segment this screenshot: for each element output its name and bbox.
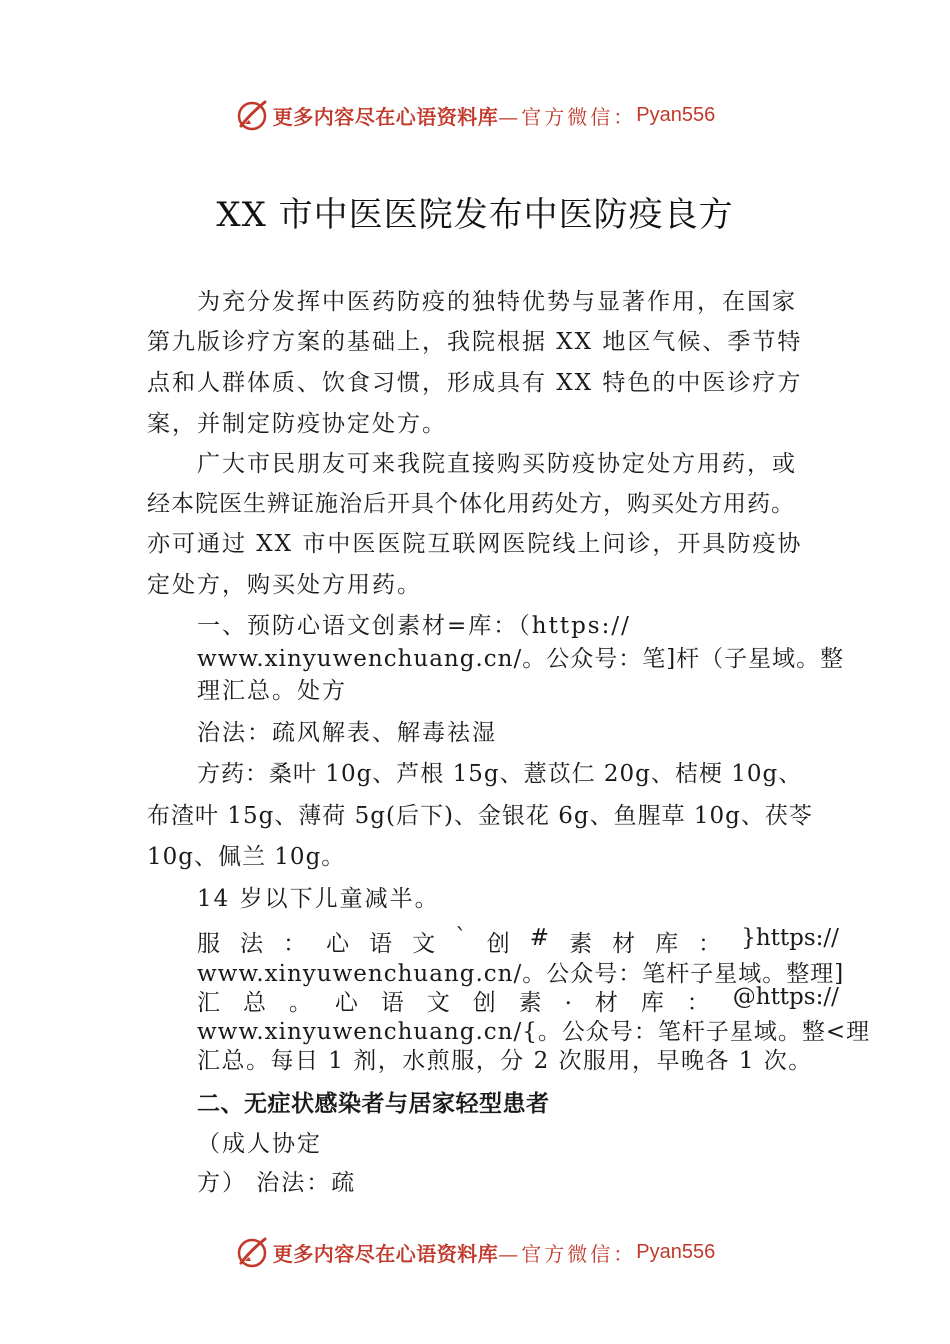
banner-text-id: Pyan556	[636, 1240, 716, 1263]
paragraph-line: 定处方，购买处方用药。	[147, 572, 422, 598]
paragraph-line: （成人协定	[197, 1131, 322, 1157]
section-heading-prevention: 一、预防心语文创素材=库：（https://	[197, 613, 631, 639]
banner-text-id: Pyan556	[636, 103, 716, 126]
usage-line-justified: 汇 总 。 心 语 文 创 素 . 材 库 ： @https://	[197, 984, 839, 1016]
paragraph-line: 案，并制定防疫协定处方。	[147, 411, 447, 437]
header-watermark	[0, 95, 950, 135]
page-title: XX 市中医医院发布中医防疫良方	[216, 195, 734, 235]
prescription-line: 布渣叶 15g、薄荷 5g(后下)、金银花 6g、鱼腥草 10g、茯苓	[147, 803, 813, 829]
paragraph-line: 亦可通过 XX 市中医医院互联网医院线上问诊，开具防疫协	[147, 531, 803, 557]
brush-logo-icon	[235, 1235, 269, 1269]
paragraph-line: 为充分发挥中医药防疫的独特优势与显著作用，在国家	[197, 289, 797, 315]
banner-text-main: 更多内容尽在心语资料库	[272, 1241, 499, 1266]
banner-text-wechat: —官方微信：	[498, 104, 637, 129]
paragraph-line: 广大市民朋友可来我院直接购买防疫协定处方用药，或	[197, 451, 797, 477]
treatment-method: 治法：疏风解表、解毒祛湿	[197, 720, 497, 746]
brush-logo-icon	[235, 98, 269, 132]
footer-watermark	[0, 1232, 950, 1272]
dosage-note: 14 岁以下儿童减半。	[197, 886, 440, 912]
paragraph-line: 方） 治法：疏	[197, 1170, 357, 1196]
prescription-line: 方药：桑叶 10g、芦根 15g、薏苡仁 20g、桔梗 10g、	[197, 761, 803, 787]
banner-text-main: 更多内容尽在心语资料库	[272, 104, 499, 129]
usage-line: www.xinyuwenchuang.cn/{。公众号：笔杆子星域。整<理	[197, 1019, 871, 1045]
paragraph-line: 理汇总。处方	[197, 678, 347, 704]
usage-line-justified: 服 法 ： 心 语 文 ` 创 # 素 材 库 ： }https://	[197, 925, 839, 957]
prescription-line: 10g、佩兰 10g。	[147, 844, 346, 870]
paragraph-line: 经本院医生辨证施治后开具个体化用药处方，购买处方用药。	[147, 491, 795, 517]
paragraph-line: 第九版诊疗方案的基础上，我院根据 XX 地区气候、季节特	[147, 329, 803, 355]
section-heading-asymptomatic: 二、无症状感染者与居家轻型患者	[197, 1090, 550, 1116]
usage-line: 汇总。每日 1 剂，水煎服，分 2 次服用，早晚各 1 次。	[197, 1048, 813, 1074]
paragraph-line: 点和人群体质、饮食习惯，形成具有 XX 特色的中医诊疗方	[147, 370, 803, 396]
paragraph-line: www.xinyuwenchuang.cn/。公众号：笔]杆（子星域。整	[197, 646, 845, 672]
banner-text-wechat: —官方微信：	[498, 1241, 637, 1266]
usage-line: www.xinyuwenchuang.cn/。公众号：笔杆子星域。整理]	[197, 961, 845, 987]
